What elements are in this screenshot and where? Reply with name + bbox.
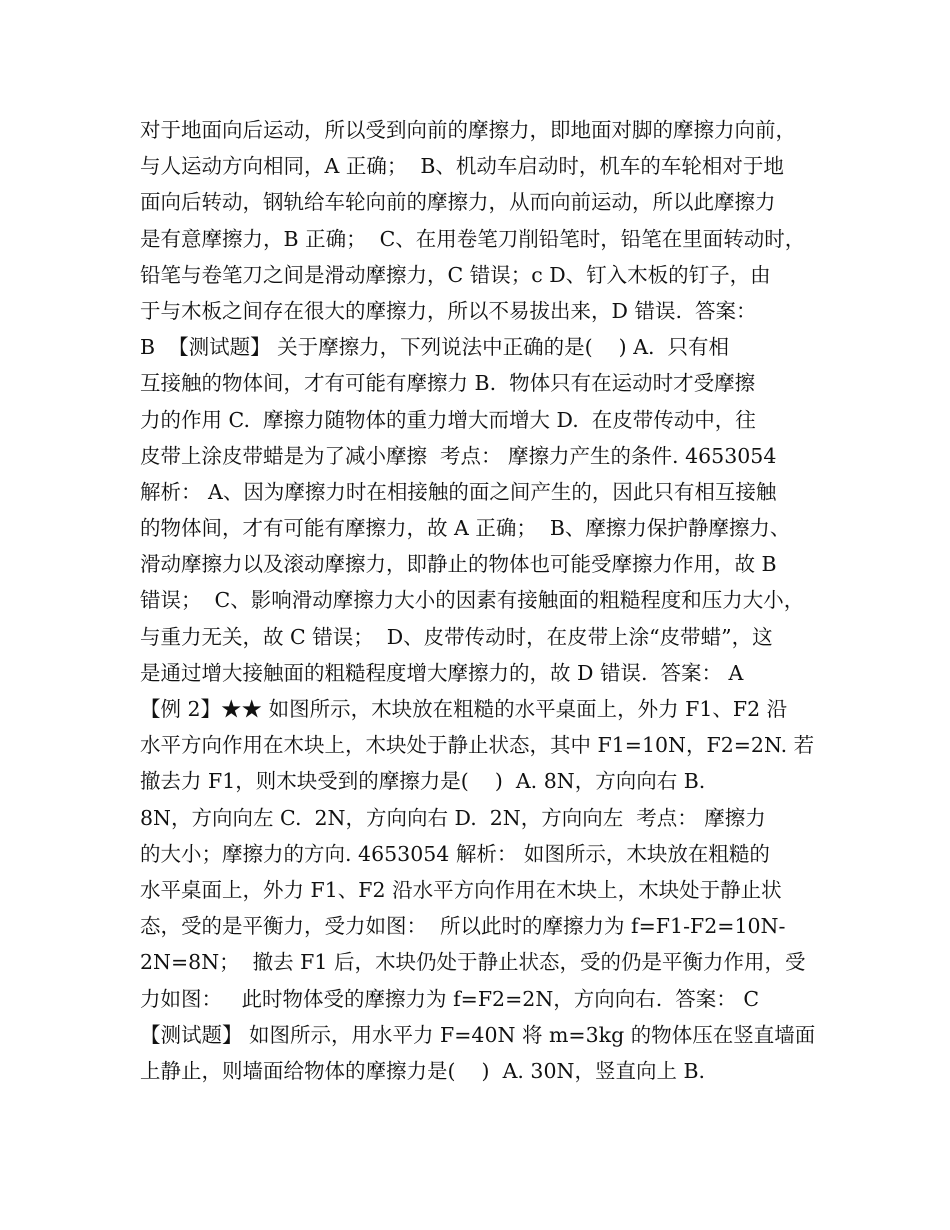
text-line: 上静止，则墙面给物体的摩擦力是( ) A. 30N，竖直向上 B. — [140, 1058, 706, 1083]
text-line: 水平方向作用在木块上，木块处于静止状态，其中 F1=10N，F2=2N. 若 — [140, 733, 815, 758]
text-line: 错误； C、影响滑动摩擦力大小的因素有接触面的粗糙程度和压力大小， — [140, 588, 805, 613]
text-line: 【例 2】★★ 如图所示，木块放在粗糙的水平桌面上，外力 F1、F2 沿 — [140, 697, 788, 721]
text-line: 态，受的是平衡力，受力如图： 所以此时的摩擦力为 f=F1-F2=10N- — [140, 914, 786, 939]
text-line: 是通过增大接触面的粗糙程度增大摩擦力的，故 D 错误. 答案： A — [140, 660, 744, 685]
text-line: 水平桌面上，外力 F1、F2 沿水平方向作用在木块上，木块处于静止状 — [140, 877, 782, 902]
text-line: 力的作用 C. 摩擦力随物体的重力增大而增大 D. 在皮带传动中，往 — [140, 407, 756, 432]
text-line: 2N=8N； 撤去 F1 后，木块仍处于静止状态，受的仍是平衡力作用，受 — [140, 950, 806, 975]
text-line: 互接触的物体间，才有可能有摩擦力 B. 物体只有在运动时才受摩擦 — [140, 371, 756, 396]
text-line: 解析： A、因为摩擦力时在相接触的面之间产生的，因此只有相互接触 — [140, 479, 777, 504]
text-line: 力如图： 此时物体受的摩擦力为 f=F2=2N，方向向右. 答案： C — [140, 986, 760, 1011]
text-line: 面向后转动，钢轨给车轮向前的摩擦力，从而向前运动，所以此摩擦力 — [140, 190, 776, 215]
text-line: 【测试题】 如图所示，用水平力 F=40N 将 m=3kg 的物体压在竖直墙面 — [140, 1022, 816, 1047]
text-line: 皮带上涂皮带蜡是为了减小摩擦 考点： 摩擦力产生的条件. 4653054 — [140, 443, 777, 468]
text-line: 8N，方向向左 C. 2N，方向向右 D. 2N，方向向左 考点： 摩擦力 — [140, 805, 766, 830]
text-line: 是有意摩擦力，B 正确； C、在用卷笔刀削铅笔时，铅笔在里面转动时， — [140, 226, 806, 251]
text-line: 铅笔与卷笔刀之间是滑动摩擦力，C 错误；c D、钉入木板的钉子，由 — [140, 262, 771, 287]
text-line: 与重力无关，故 C 错误； D、皮带传动时，在皮带上涂“皮带蜡”，这 — [140, 624, 773, 649]
text-line: 与人运动方向相同，A 正确； B、机动车启动时，机车的车轮相对于地 — [140, 154, 784, 179]
text-line: 的物体间，才有可能有摩擦力，故 A 正确； B、摩擦力保护静摩擦力、 — [140, 516, 791, 541]
text-line: 对于地面向后运动，所以受到向前的摩擦力，即地面对脚的摩擦力向前， — [140, 118, 796, 142]
text-line: 撤去力 F1，则木块受到的摩擦力是( ) A. 8N，方向向右 B. — [140, 769, 706, 794]
text-line: 于与木板之间存在很大的摩擦力，所以不易拔出来，D 错误. 答案： — [140, 298, 757, 323]
text-line: B 【测试题】 关于摩擦力，下列说法中正确的是( ) A. 只有相 — [140, 335, 730, 360]
text-line: 的大小；摩擦力的方向. 4653054 解析： 如图所示，木块放在粗糙的 — [140, 841, 770, 866]
text-line: 滑动摩擦力以及滚动摩擦力，即静止的物体也可能受摩擦力作用，故 B — [140, 552, 777, 577]
body-text — [140, 112, 830, 1089]
